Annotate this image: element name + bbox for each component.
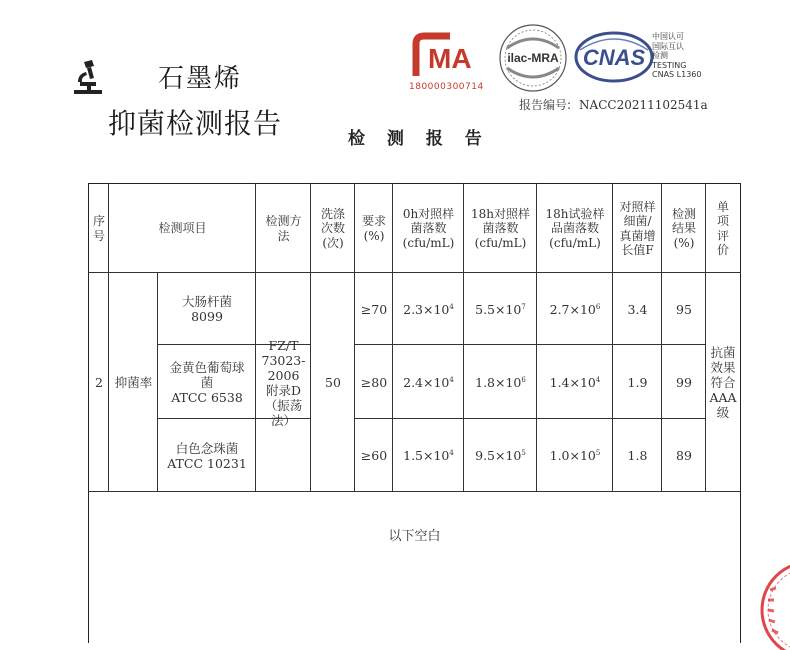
cma-number: 180000300714 [409, 82, 484, 92]
red-seal-stamp [750, 530, 790, 650]
header-growth: 对照样细菌/真菌增长值F [619, 199, 656, 257]
cnas-caption: 中国认可 国际互认 检测 TESTING CNAS L1360 [652, 32, 702, 79]
control-0h-value: 1.5×10 $^4$ [403, 448, 454, 463]
method-cell: FZ/T 73023-2006 附录D（振荡法） [261, 337, 306, 428]
organism-name: 白色念珠菌 [175, 440, 239, 456]
document-heading: 抑菌检测报告 [108, 107, 283, 140]
growth-value: 1.8 [627, 448, 648, 463]
table-row [159, 420, 255, 491]
header-0h-control: 0h对照样菌落数(cfu/mL) [402, 206, 455, 250]
wash-cell: 50 [325, 375, 341, 390]
svg-text:MA: MA [428, 43, 472, 74]
microscope-icon [70, 58, 106, 98]
strain-id: 8099 [191, 309, 223, 324]
header-wash: 洗涤次数(次) [320, 206, 345, 250]
test-18h-value: 2.7×10 $^6$ [549, 301, 601, 317]
report-number-label: 报告编号: [519, 98, 572, 112]
cma-logo [410, 30, 490, 90]
brand-name: 石墨烯 [158, 64, 243, 94]
svg-text:CNAS: CNAS [582, 45, 646, 70]
requirement-value: ≥80 [360, 374, 388, 390]
header-18h-test: 18h试验样品菌落数(cfu/mL) [545, 206, 605, 250]
header-requirement: 要求(%) [361, 214, 386, 243]
header-seq: 序号 [92, 214, 105, 243]
control-0h-value: 2.4×10 $^4$ [403, 374, 454, 390]
result-value: 95 [676, 301, 692, 317]
item-name-cell: 抑菌率 [114, 375, 153, 390]
organism-name: 金黄色葡萄球菌 [169, 359, 245, 390]
growth-value: 3.4 [627, 301, 648, 317]
strain-id: ATCC 10231 [167, 455, 247, 471]
control-18h-value: 1.8×10 $^6$ [475, 374, 526, 390]
control-0h-value: 2.3×10 $^4$ [403, 301, 454, 317]
ilac-mra-logo [497, 22, 569, 94]
test-18h-value: 1.0×10 $^5$ [549, 448, 601, 463]
header-result: 检测结果(%) [671, 206, 696, 250]
requirement-value: ≥60 [360, 448, 388, 463]
result-value: 99 [676, 374, 692, 390]
report-number-value: NACC20211102541a [579, 98, 708, 112]
header-item: 检测项目 [158, 221, 207, 236]
header-evaluation: 单项评价 [716, 199, 729, 257]
cnas-logo [574, 30, 654, 84]
test-18h-value: 1.4×10 $^4$ [549, 374, 601, 390]
requirement-value: ≥70 [360, 301, 388, 317]
evaluation-cell: 抗菌效果符合AAA级 [709, 345, 737, 420]
seq-cell: 2 [95, 375, 103, 390]
growth-value: 1.9 [627, 374, 648, 390]
result-value: 89 [676, 448, 692, 463]
report-number [519, 96, 708, 113]
table-row [159, 346, 255, 418]
header-method: 检测方法 [265, 214, 302, 243]
organism-name: 大肠杆菌 [181, 294, 232, 309]
strain-id: ATCC 6538 [171, 389, 243, 405]
control-18h-value: 9.5×10 $^5$ [475, 448, 526, 463]
svg-text:ilac-MRA: ilac-MRA [507, 51, 559, 65]
header-18h-control: 18h对照样菌落数(cfu/mL) [471, 206, 530, 250]
blank-note: 以下空白 [388, 528, 441, 544]
control-18h-value: 5.5×10 $^7$ [475, 301, 526, 317]
table-row [159, 274, 255, 344]
report-title: 检 测 报 告 [348, 129, 490, 149]
